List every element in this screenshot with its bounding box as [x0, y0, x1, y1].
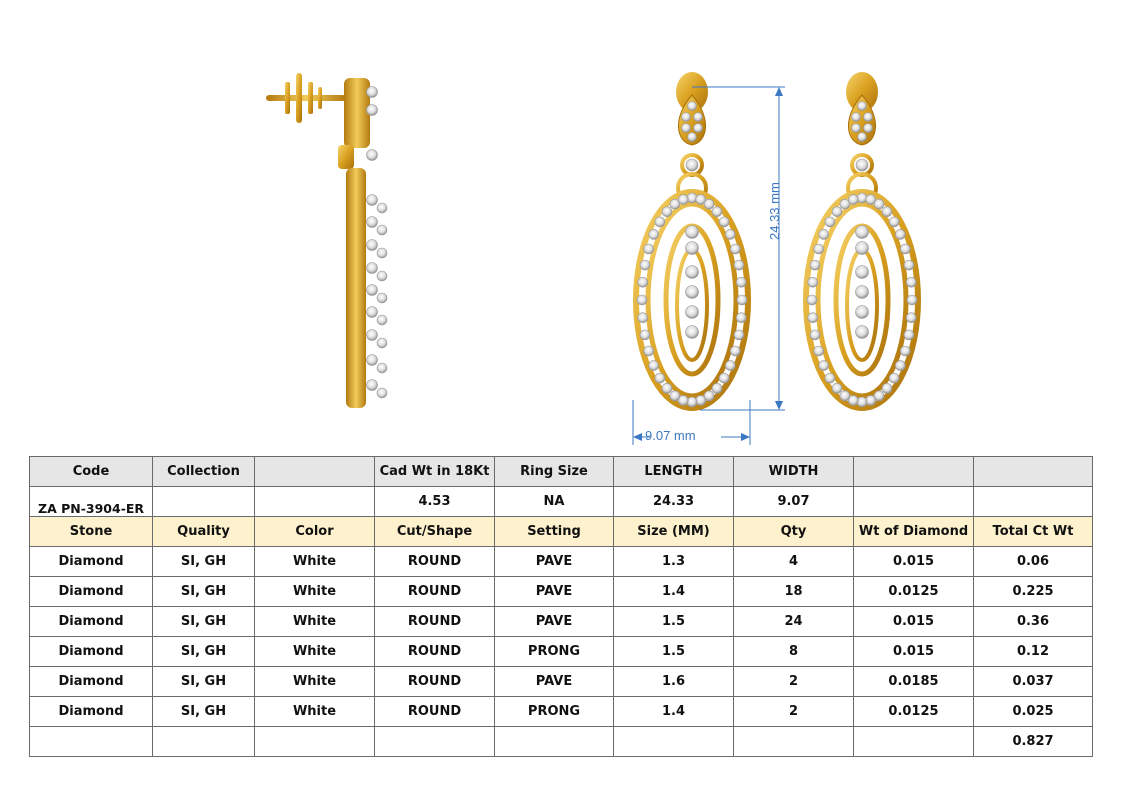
stone-cell: 0.025: [974, 697, 1093, 727]
header-cell: [255, 457, 375, 487]
diamond-stone: [662, 207, 672, 217]
diamond-stone: [682, 113, 691, 122]
stone-cell: 18: [734, 577, 854, 607]
info-cell: [854, 487, 974, 517]
column-header: Quality: [153, 517, 255, 547]
diamond-stone: [367, 307, 378, 318]
stone-cell: White: [255, 577, 375, 607]
total-cell: [734, 727, 854, 757]
diamond-stone: [688, 102, 697, 111]
diamond-stone: [686, 159, 698, 171]
diamond-stone: [856, 306, 869, 319]
stone-cell: 0.015: [854, 637, 974, 667]
stone-cell: 0.36: [974, 607, 1093, 637]
stone-cell: ROUND: [375, 667, 495, 697]
stone-cell: PAVE: [495, 667, 614, 697]
width-value: 9.07: [734, 487, 854, 517]
diamond-stone: [367, 150, 378, 161]
stone-cell: 2: [734, 697, 854, 727]
stone-cell: 0.037: [974, 667, 1093, 697]
header-cell: Code: [30, 457, 153, 487]
diamond-stone: [882, 383, 892, 393]
info-cell: [974, 487, 1093, 517]
diamond-stone: [819, 361, 829, 371]
diamond-stone: [856, 326, 869, 339]
stone-cell: Diamond: [30, 697, 153, 727]
stone-cell: ROUND: [375, 637, 495, 667]
stone-cell: 1.4: [614, 577, 734, 607]
stone-cell: PAVE: [495, 577, 614, 607]
total-row: [30, 727, 1093, 757]
diamond-stone: [725, 229, 735, 239]
width-dimension-label: 9.07 mm: [645, 428, 696, 443]
diamond-stone: [678, 195, 688, 205]
column-header: Size (MM): [614, 517, 734, 547]
diamond-stone: [638, 277, 648, 287]
column-header: Wt of Diamond: [854, 517, 974, 547]
stone-cell: 0.0125: [854, 697, 974, 727]
diamond-stone: [704, 199, 714, 209]
diamond-stone: [889, 217, 899, 227]
diamond-stone: [832, 207, 842, 217]
stone-cell: SI, GH: [153, 637, 255, 667]
diamond-stone: [848, 195, 858, 205]
diamond-stone: [686, 242, 699, 255]
stone-cell: ROUND: [375, 547, 495, 577]
diamond-stone: [367, 355, 378, 366]
diamond-stone: [734, 260, 744, 270]
stone-cell: 0.12: [974, 637, 1093, 667]
diamond-stone: [644, 244, 654, 254]
diamond-stone: [638, 313, 648, 323]
diamond-stone: [907, 295, 917, 305]
stone-cell: SI, GH: [153, 697, 255, 727]
diamond-stone: [687, 397, 697, 407]
diamond-stone: [895, 361, 905, 371]
header-cell: Ring Size: [495, 457, 614, 487]
header-cell: [854, 457, 974, 487]
diamond-stone: [649, 361, 659, 371]
diamond-stone: [852, 124, 861, 133]
stone-cell: White: [255, 637, 375, 667]
diamond-stone: [712, 207, 722, 217]
stone-row: [30, 547, 1093, 577]
diamond-stone: [694, 124, 703, 133]
total-carat-weight: 0.827: [974, 727, 1093, 757]
column-header: Setting: [495, 517, 614, 547]
diamond-stone: [814, 244, 824, 254]
diamond-stone: [655, 373, 665, 383]
stone-cell: 0.225: [974, 577, 1093, 607]
stone-cell: 0.0185: [854, 667, 974, 697]
stone-cell: White: [255, 607, 375, 637]
front-view-earring-right: [806, 72, 918, 408]
diamond-stone: [640, 330, 650, 340]
diamond-stone: [377, 293, 387, 303]
stone-cell: White: [255, 697, 375, 727]
stone-cell: PRONG: [495, 697, 614, 727]
diamond-stone: [864, 124, 873, 133]
stone-cell: 1.5: [614, 607, 734, 637]
diamond-stone: [808, 313, 818, 323]
diamond-stone: [825, 373, 835, 383]
diamond-stone: [687, 193, 697, 203]
diamond-stone: [856, 266, 869, 279]
column-header: Cut/Shape: [375, 517, 495, 547]
diamond-stone: [637, 295, 647, 305]
total-cell: [375, 727, 495, 757]
header-cell: Cad Wt in 18Kt: [375, 457, 495, 487]
diamond-stone: [694, 113, 703, 122]
stone-cell: 1.3: [614, 547, 734, 577]
diamond-stone: [852, 113, 861, 122]
header-row: [30, 457, 1093, 487]
info-cell: [153, 487, 255, 517]
stone-cell: 1.5: [614, 637, 734, 667]
diamond-stone: [900, 244, 910, 254]
diamond-stone: [377, 363, 387, 373]
diamond-stone: [725, 361, 735, 371]
cad-weight: 4.53: [375, 487, 495, 517]
diamond-stone: [662, 383, 672, 393]
diamond-stone: [682, 124, 691, 133]
stone-cell: Diamond: [30, 667, 153, 697]
column-header: Color: [255, 517, 375, 547]
stone-cell: 0.0125: [854, 577, 974, 607]
stone-cell: 0.015: [854, 607, 974, 637]
stone-cell: 1.4: [614, 697, 734, 727]
stone-cell: SI, GH: [153, 577, 255, 607]
diamond-stone: [649, 229, 659, 239]
diamond-stone: [736, 313, 746, 323]
diamond-stone: [856, 159, 868, 171]
diamond-stone: [814, 346, 824, 356]
diamond-stone: [730, 346, 740, 356]
stone-cell: 1.6: [614, 667, 734, 697]
total-cell: [854, 727, 974, 757]
stone-row: [30, 667, 1093, 697]
length-value: 24.33: [614, 487, 734, 517]
stone-cell: PAVE: [495, 547, 614, 577]
diamond-stone: [904, 330, 914, 340]
stone-row: [30, 637, 1093, 667]
diamond-stone: [377, 315, 387, 325]
header-cell: Collection: [153, 457, 255, 487]
ring-size: NA: [495, 487, 614, 517]
diamond-stone: [377, 225, 387, 235]
stone-cell: White: [255, 547, 375, 577]
diamond-stone: [807, 295, 817, 305]
diamond-stone: [367, 87, 378, 98]
stone-row: [30, 577, 1093, 607]
info-cell: [255, 487, 375, 517]
column-header: Stone: [30, 517, 153, 547]
diamond-stone: [696, 395, 706, 405]
diamond-stone: [367, 240, 378, 251]
diamond-stone: [719, 373, 729, 383]
stone-cell: ROUND: [375, 577, 495, 607]
diamond-stone: [712, 383, 722, 393]
stone-cell: SI, GH: [153, 607, 255, 637]
diamond-stone: [900, 346, 910, 356]
stone-row: [30, 697, 1093, 727]
stone-cell: ROUND: [375, 607, 495, 637]
stone-cell: 8: [734, 637, 854, 667]
diamond-stone: [686, 266, 699, 279]
total-cell: [255, 727, 375, 757]
diamond-stone: [377, 338, 387, 348]
diamond-stone: [377, 271, 387, 281]
diamond-stone: [858, 102, 867, 111]
stone-row: [30, 607, 1093, 637]
diamond-stone: [686, 306, 699, 319]
diamond-stone: [906, 313, 916, 323]
diamond-stone: [832, 383, 842, 393]
diamond-stone: [889, 373, 899, 383]
stone-cell: 4: [734, 547, 854, 577]
stone-cell: 0.015: [854, 547, 974, 577]
diamond-stone: [810, 260, 820, 270]
stone-cell: 0.06: [974, 547, 1093, 577]
diamond-stone: [819, 229, 829, 239]
diamond-stone: [856, 242, 869, 255]
total-cell: [614, 727, 734, 757]
diamond-stone: [640, 260, 650, 270]
diamond-stone: [377, 248, 387, 258]
diamond-stone: [736, 277, 746, 287]
diamond-stone: [840, 391, 850, 401]
header-cell: [974, 457, 1093, 487]
front-view-earring-left: [636, 72, 748, 408]
stone-cell: 24: [734, 607, 854, 637]
diamond-stone: [904, 260, 914, 270]
diamond-stone: [856, 226, 869, 239]
diamond-stone: [866, 395, 876, 405]
diamond-stone: [857, 193, 867, 203]
diamond-stone: [734, 330, 744, 340]
stone-cell: PRONG: [495, 637, 614, 667]
diamond-stone: [858, 133, 867, 142]
diamond-stone: [688, 133, 697, 142]
stone-cell: Diamond: [30, 637, 153, 667]
stone-cell: PAVE: [495, 607, 614, 637]
diamond-stone: [377, 203, 387, 213]
stone-cell: Diamond: [30, 547, 153, 577]
diamond-stone: [808, 277, 818, 287]
diamond-stone: [874, 199, 884, 209]
diamond-stone: [857, 397, 867, 407]
diamond-stone: [367, 105, 378, 116]
column-header: Total Ct Wt: [974, 517, 1093, 547]
diamond-stone: [367, 380, 378, 391]
diamond-stone: [810, 330, 820, 340]
diamond-stone: [655, 217, 665, 227]
diamond-stone: [367, 330, 378, 341]
total-cell: [153, 727, 255, 757]
diamond-stone: [686, 326, 699, 339]
stone-cell: ROUND: [375, 697, 495, 727]
diamond-stone: [377, 388, 387, 398]
total-cell: [495, 727, 614, 757]
diamond-stone: [895, 229, 905, 239]
diamond-stone: [367, 217, 378, 228]
diamond-stone: [737, 295, 747, 305]
stone-cell: 2: [734, 667, 854, 697]
diamond-stone: [367, 195, 378, 206]
stone-cell: SI, GH: [153, 667, 255, 697]
stone-cell: Diamond: [30, 577, 153, 607]
header-cell: LENGTH: [614, 457, 734, 487]
stone-cell: Diamond: [30, 607, 153, 637]
stone-cell: White: [255, 667, 375, 697]
diamond-stone: [367, 285, 378, 296]
product-code: ZA PN-3904-ER: [30, 487, 153, 517]
header-cell: WIDTH: [734, 457, 854, 487]
length-dimension-label: 24.33 mm: [767, 182, 782, 240]
info-row: [30, 487, 1093, 517]
column-header: Qty: [734, 517, 854, 547]
specification-table: [29, 456, 1093, 757]
stone-cell: SI, GH: [153, 547, 255, 577]
diamond-stone: [686, 226, 699, 239]
stone-header-row: [30, 517, 1093, 547]
total-cell: [30, 727, 153, 757]
diamond-stone: [825, 217, 835, 227]
diamond-stone: [719, 217, 729, 227]
diamond-stone: [670, 391, 680, 401]
diamond-stone: [856, 286, 869, 299]
diamond-stone: [864, 113, 873, 122]
diamond-stone: [367, 263, 378, 274]
side-view-earring: [266, 73, 387, 408]
diamond-stone: [730, 244, 740, 254]
diamond-stone: [686, 286, 699, 299]
diamond-stone: [906, 277, 916, 287]
diamond-stone: [882, 207, 892, 217]
diamond-stone: [644, 346, 654, 356]
